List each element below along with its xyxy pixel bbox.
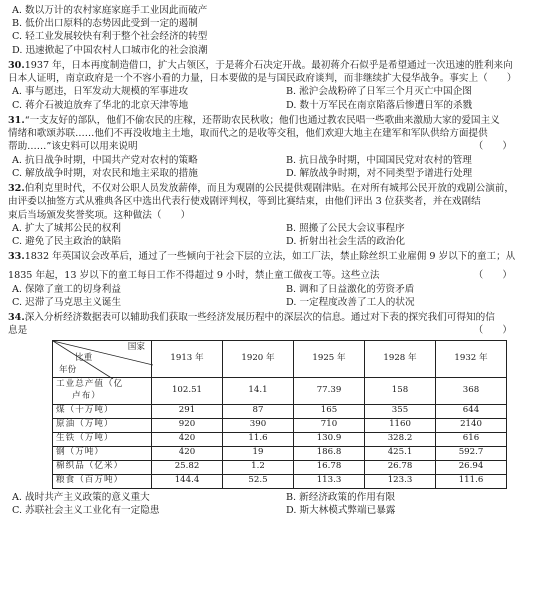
table-cell: 158 (365, 377, 436, 404)
q30-option-a[interactable]: A. 事与愿违，日军发动大规模的军事进攻 (12, 86, 189, 98)
answer-blank[interactable]: （ ） (473, 141, 512, 153)
q32-option-d[interactable]: D. 折射出社会生活的政治化 (286, 235, 405, 247)
table-diagonal-header (53, 340, 152, 377)
table-cell: 144.4 (152, 474, 223, 488)
q34-option-d[interactable]: D. 斯大林模式弊端已暴露 (286, 504, 396, 516)
q30-option-c[interactable]: C. 蒋介石被迫放弃了华北的北京天津等地 (12, 99, 189, 111)
answer-blank[interactable]: （ ） (473, 325, 512, 337)
question-number: 33. (8, 251, 25, 263)
row-label-line: 卢布） (72, 390, 101, 401)
row-label-line: 工业总产值（亿 (56, 379, 124, 390)
q34-option-b[interactable]: B. 新经济政策的作用有限 (286, 491, 396, 503)
question-number: 32. (8, 183, 25, 195)
table-cell: 165 (294, 404, 365, 418)
year-header: 1932 年 (436, 340, 507, 377)
q32-option-a[interactable]: A. 扩大了城邦公民的权利 (12, 222, 121, 234)
table-cell: 87 (223, 404, 294, 418)
q32-option-b[interactable]: B. 照搬了公民大会议事程序 (286, 222, 405, 234)
q31-option-c[interactable]: C. 解放战争时期，对农民和地主采取的措施 (12, 167, 198, 179)
year-header: 1920 年 (223, 340, 294, 377)
table-cell: 1160 (365, 418, 436, 432)
question-number: 31. (8, 114, 25, 126)
question-34 (8, 311, 548, 517)
row-label: 生铁（万吨） (53, 432, 152, 446)
question-stem: 束后当场颁发奖誉奖项。这种做法（ ） (8, 209, 191, 221)
question-number: 30. (8, 59, 25, 71)
table-cell: 1.2 (223, 460, 294, 474)
q34-option-c[interactable]: C. 苏联社会主义工业化有一定隐患 (12, 504, 160, 516)
header-country: 国家 (127, 341, 145, 352)
table-cell: 368 (436, 377, 507, 404)
q29-option-a[interactable]: A. 数以万计的农村家庭家庭手工业因此而破产 (12, 5, 208, 16)
table-cell: 186.8 (294, 446, 365, 460)
table-row (53, 404, 507, 418)
question-stem: 帮助……”该史料可以用来说明 (8, 141, 138, 153)
table-cell: 26.78 (365, 460, 436, 474)
q33-option-b[interactable]: B. 调和了日益激化的劳资矛盾 (286, 283, 415, 295)
table-cell: 16.78 (294, 460, 365, 474)
table-cell: 592.7 (436, 446, 507, 460)
table-cell: 710 (294, 418, 365, 432)
question-number: 34. (8, 312, 25, 324)
soviet-economy-table (52, 340, 507, 489)
table-cell: 130.9 (294, 432, 365, 446)
header-ratio: 比重 (75, 352, 93, 363)
table-cell: 328.2 (365, 432, 436, 446)
q33-option-c[interactable]: C. 迟滞了马克思主义诞生 (12, 296, 122, 308)
table-cell: 111.6 (436, 474, 507, 488)
table-cell: 102.51 (152, 377, 223, 404)
year-header: 1928 年 (365, 340, 436, 377)
question-33 (8, 250, 548, 309)
exam-page (8, 4, 548, 517)
q31-option-a[interactable]: A. 抗日战争时期，中国共产党对农村的策略 (12, 154, 198, 166)
table-header-row (53, 340, 507, 377)
answer-blank[interactable]: （ ） (473, 270, 512, 282)
q33-option-a[interactable]: A. 保障了童工的切身利益 (12, 283, 121, 295)
table-cell: 420 (152, 446, 223, 460)
table-cell: 25.82 (152, 460, 223, 474)
table-cell: 11.6 (223, 432, 294, 446)
q31-option-b[interactable]: B. 抗日战争时期，中国国民党对农村的管理 (286, 154, 472, 166)
year-header: 1925 年 (294, 340, 365, 377)
table-cell: 425.1 (365, 446, 436, 460)
table-row (53, 418, 507, 432)
table-cell: 123.3 (365, 474, 436, 488)
table-row (53, 432, 507, 446)
table-row (53, 460, 507, 474)
row-label: 钢（万吨） (53, 446, 152, 460)
row-label: 棉织品（亿米） (53, 460, 152, 474)
question-stem: 伯利克里时代，不仅对公职人员发放薪俸，而且为观剧的公民提供观剧津贴。在对所有城邦公民开放的戏剧公演前， (24, 183, 514, 195)
table-cell: 390 (223, 418, 294, 432)
table-cell: 52.5 (223, 474, 294, 488)
q30-option-b[interactable]: B. 淞沪会战粉碎了日军三个月灭亡中国企图 (286, 86, 472, 98)
question-31 (8, 114, 548, 180)
q30-option-d[interactable]: D. 数十万军民在南京陷落后惨遭日军的杀戮 (286, 99, 473, 111)
question-stem: 1832 年英国议会改革后，通过了一些倾向于社会下层的立法，如工厂法，禁止除丝织工业雇佣 9 岁以下的童工；从 (24, 251, 516, 263)
question-stem: 息是 (8, 325, 28, 337)
row-label: 原油（万吨） (53, 418, 152, 432)
table-cell: 355 (365, 404, 436, 418)
row-label (53, 377, 152, 404)
table-cell: 14.1 (223, 377, 294, 404)
table-cell: 113.3 (294, 474, 365, 488)
table-cell: 644 (436, 404, 507, 418)
question-stem: 情绪和歌颂苏联……他们不再没收地主土地，取而代之的是收等交租，他们欢迎大地主在建军和军队供给方面提供 (8, 128, 488, 140)
table-cell: 2140 (436, 418, 507, 432)
q29-option-c[interactable]: C. 轻工业发展较快有利于整个社会经济的转型 (12, 31, 208, 43)
table-row (53, 377, 507, 404)
question-stem: 1835 年起，13 岁以下的童工每日工作不得超过 9 小时，禁止童工做夜工等。这些立法 (8, 270, 380, 282)
year-header: 1913 年 (152, 340, 223, 377)
table-cell: 77.39 (294, 377, 365, 404)
table-cell: 616 (436, 432, 507, 446)
question-stem: “一支友好的部队，他们不偷农民的庄稼，还帮助农民秋收；他们也通过教农民唱一些歌曲来激励大家的爱国主义 (24, 114, 500, 126)
q29-options (8, 4, 548, 57)
question-30 (8, 59, 548, 112)
row-label: 粮食（百万吨） (53, 474, 152, 488)
question-stem: 日本人证明，南京政府是一个不容小看的力量，日本要做的是与国民政府谈判，而非继续扩大侵华战争。事实上（ ） (8, 73, 517, 85)
q34-option-a[interactable]: A. 战时共产主义政策的意义重大 (12, 491, 150, 503)
table-cell: 26.94 (436, 460, 507, 474)
q29-option-d[interactable]: D. 迅速掀起了中国农村人口城市化的社会浪潮 (12, 44, 208, 56)
q33-option-d[interactable]: D. 一定程度改善了工人的状况 (286, 296, 415, 308)
header-year: 年份 (59, 364, 77, 375)
question-32 (8, 182, 548, 248)
question-stem: 深入分析经济数据表可以辅助我们获取一些经济发展历程中的深层次的信息。通过对下表的探究我们可得知的信 (24, 312, 495, 324)
q31-option-d[interactable]: D. 解放战争时期，对不同类型予谱进行处理 (286, 167, 473, 179)
table-cell: 920 (152, 418, 223, 432)
table-row (53, 446, 507, 460)
table-row (53, 474, 507, 488)
question-stem: 1937 年，日本再度制造借口，扩大占领区，于是蒋介石决定开战。最初蒋介石似乎是希望通过一次迅速的胜利来向 (24, 59, 513, 71)
table-cell: 19 (223, 446, 294, 460)
q32-option-c[interactable]: C. 避免了民主政治的缺陷 (12, 235, 122, 247)
table-cell: 291 (152, 404, 223, 418)
row-label: 煤（十万吨） (53, 404, 152, 418)
q29-option-b[interactable]: B. 低价出口原料的态势因此受到一定的遏制 (12, 18, 198, 30)
question-stem: 由评委以抽签方式从雅典各区中选出代表行使戏剧评判权，等到比赛结束，由他们评出 3 位获奖者，并在戏剧结 (8, 196, 481, 208)
table-cell: 420 (152, 432, 223, 446)
